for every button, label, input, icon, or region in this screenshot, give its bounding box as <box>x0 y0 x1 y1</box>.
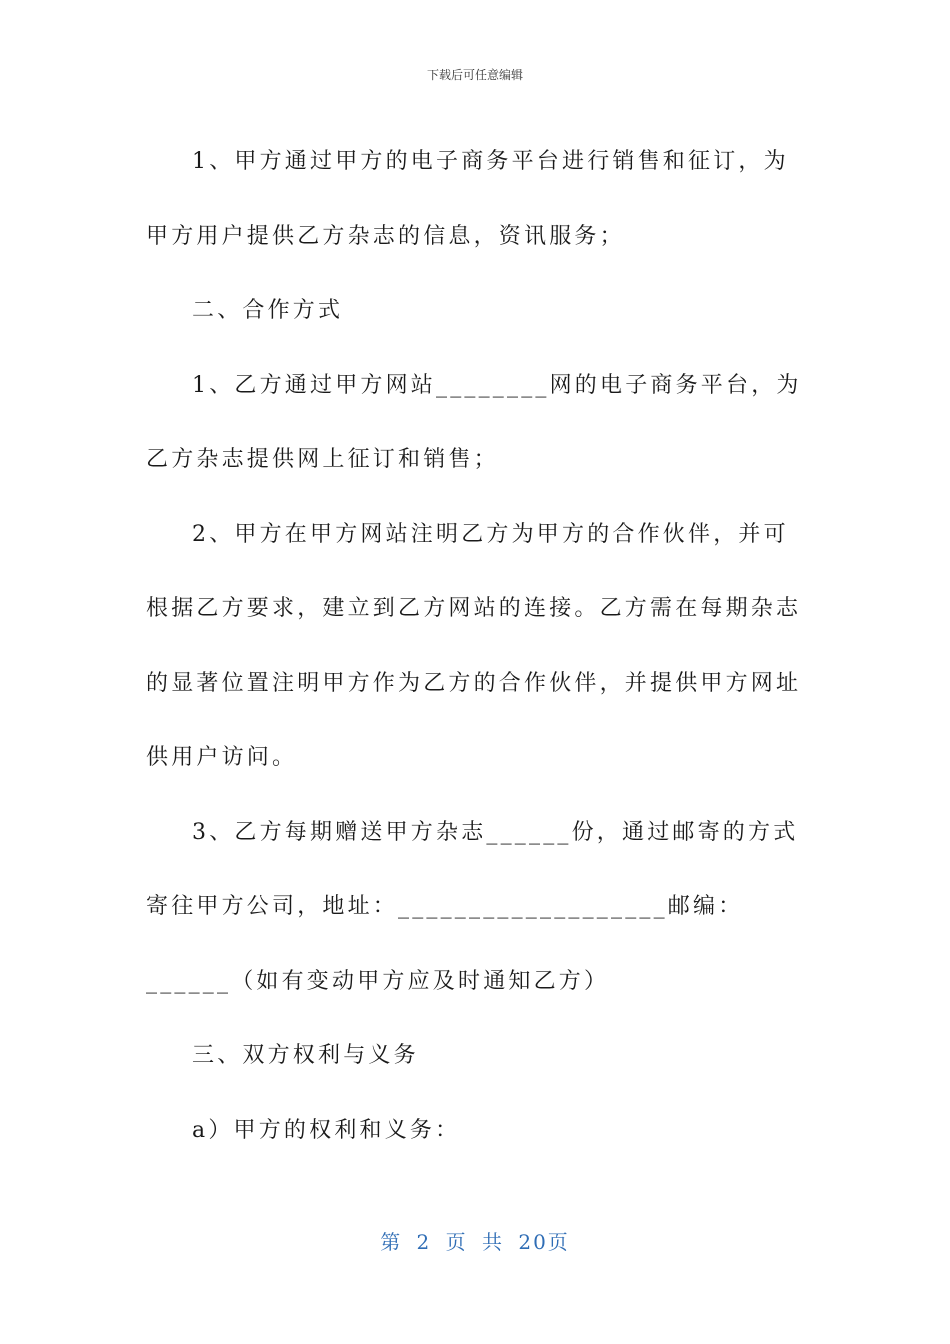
section-heading-rights: 三、双方权利与义务 <box>192 1043 419 1068</box>
paragraph-clause-1-service: 1、甲方通过甲方的电子商务平台进行销售和征订，为甲方用户提供乙方杂志的信息，资讯服务； <box>146 149 789 249</box>
section-heading-cooperation: 二、合作方式 <box>192 298 344 323</box>
paragraph-clause-2-partner: 2、甲方在甲方网站注明乙方为甲方的合作伙伴，并可根据乙方要求，建立到乙方网站的连接。乙方需在每期杂志的显著位置注明甲方作为乙方的合作伙伴，并提供甲方网址供用户访问。 <box>146 521 802 770</box>
document-body <box>146 125 806 1168</box>
page-header-note: 下载后可任意编辑 <box>426 68 523 82</box>
paragraph-clause-1-website: 1、乙方通过甲方网站________网的电子商务平台，为乙方杂志提供网上征订和销售； <box>146 372 802 472</box>
paragraph-party-a-rights: a）甲方的权利和义务： <box>192 1117 461 1143</box>
paragraph-clause-3-copies: 3、乙方每期赠送甲方杂志______份，通过邮寄的方式寄往甲方公司，地址：___________________邮编：______（如有变动甲方应及时通知乙方） <box>146 819 799 994</box>
page-number-footer: 第 2 页 共 20页 <box>380 1230 570 1254</box>
